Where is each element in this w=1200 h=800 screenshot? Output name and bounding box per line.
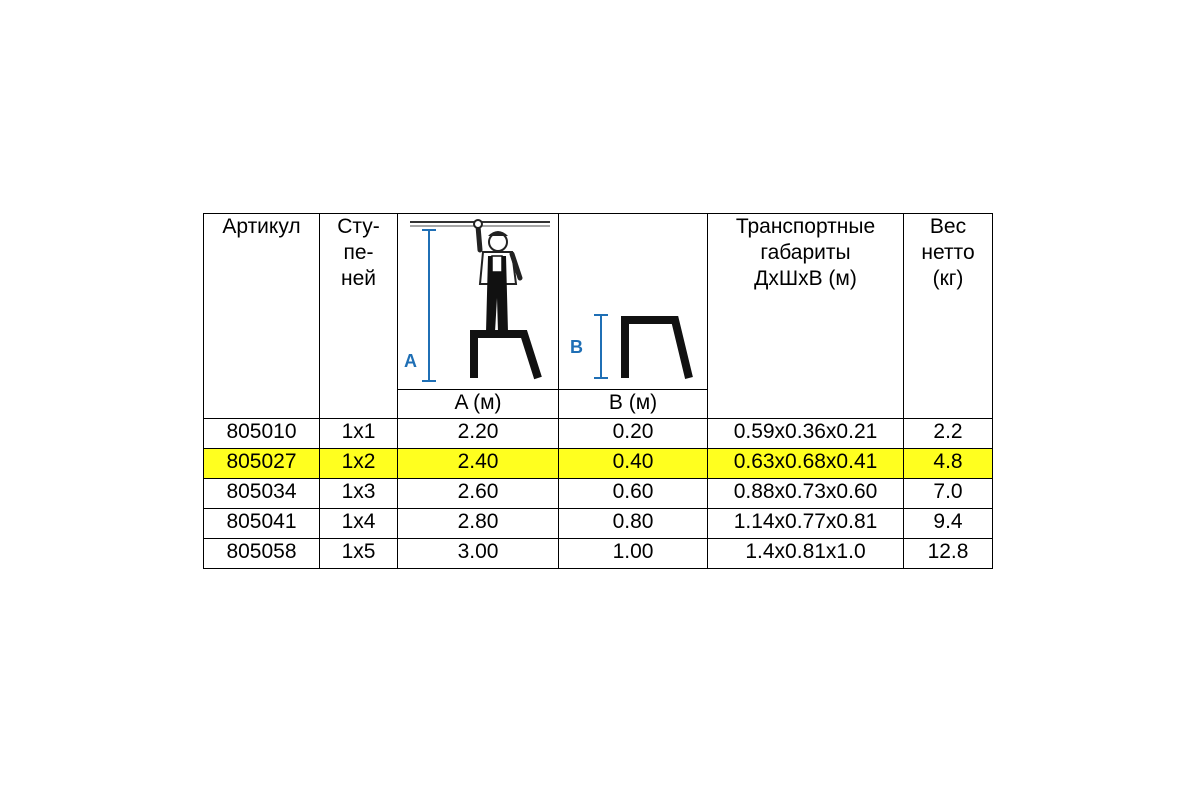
cell-a: 2.80 bbox=[398, 509, 559, 539]
cell-a: 3.00 bbox=[398, 539, 559, 569]
cell-article: 805034 bbox=[204, 479, 320, 509]
dimension-b-label: B bbox=[570, 337, 583, 357]
header-a-unit: A (м) bbox=[398, 390, 559, 419]
cell-b: 0.80 bbox=[559, 509, 708, 539]
cell-dims: 0.88x0.73x0.60 bbox=[708, 479, 904, 509]
cell-steps: 1x4 bbox=[320, 509, 398, 539]
cell-article: 805027 bbox=[204, 449, 320, 479]
cell-weight: 2.2 bbox=[904, 419, 993, 449]
table-row bbox=[204, 479, 993, 509]
header-steps-line: пе- bbox=[343, 241, 374, 264]
header-height-diagram bbox=[398, 214, 559, 390]
cell-b: 1.00 bbox=[559, 539, 708, 569]
header-transport-dims bbox=[708, 214, 904, 419]
header-transport-line: ДxШxВ (м) bbox=[754, 267, 857, 290]
header-steps-line: ней bbox=[340, 267, 376, 290]
header-article: Артикул bbox=[204, 214, 320, 419]
cell-weight: 4.8 bbox=[904, 449, 993, 479]
table-row bbox=[204, 539, 993, 569]
header-weight-line: (кг) bbox=[932, 267, 964, 290]
cell-weight: 9.4 bbox=[904, 509, 993, 539]
cell-b: 0.20 bbox=[559, 419, 708, 449]
header-transport-line: габариты bbox=[760, 241, 851, 264]
cell-steps: 1x5 bbox=[320, 539, 398, 569]
header-weight-line: нетто bbox=[921, 241, 975, 264]
cell-article: 805058 bbox=[204, 539, 320, 569]
table-row bbox=[204, 449, 993, 479]
header-b-unit: B (м) bbox=[559, 390, 708, 419]
cell-dims: 1.4x0.81x1.0 bbox=[708, 539, 904, 569]
cell-a: 2.60 bbox=[398, 479, 559, 509]
cell-steps: 1x3 bbox=[320, 479, 398, 509]
table-row bbox=[204, 509, 993, 539]
header-steps bbox=[320, 214, 398, 419]
cell-article: 805010 bbox=[204, 419, 320, 449]
cell-a: 2.20 bbox=[398, 419, 559, 449]
cell-dims: 1.14x0.77x0.81 bbox=[708, 509, 904, 539]
cell-weight: 12.8 bbox=[904, 539, 993, 569]
header-net-weight bbox=[904, 214, 993, 419]
cell-dims: 0.63x0.68x0.41 bbox=[708, 449, 904, 479]
cell-dims: 0.59x0.36x0.21 bbox=[708, 419, 904, 449]
cell-article: 805041 bbox=[204, 509, 320, 539]
header-steps-line: Сту- bbox=[337, 215, 380, 238]
stepladder-step-height-icon bbox=[559, 214, 707, 389]
cell-a: 2.40 bbox=[398, 449, 559, 479]
cell-weight: 7.0 bbox=[904, 479, 993, 509]
header-weight-line: Вес bbox=[929, 215, 967, 238]
table-row bbox=[204, 419, 993, 449]
worker-on-stepladder-icon bbox=[398, 214, 558, 389]
cell-b: 0.60 bbox=[559, 479, 708, 509]
dimension-a-label: A bbox=[404, 351, 417, 371]
cell-steps: 1x1 bbox=[320, 419, 398, 449]
cell-b: 0.40 bbox=[559, 449, 708, 479]
header-transport-line: Транспортные bbox=[735, 215, 876, 238]
cell-steps: 1x2 bbox=[320, 449, 398, 479]
spec-table bbox=[203, 213, 993, 569]
header-step-diagram bbox=[559, 214, 708, 390]
